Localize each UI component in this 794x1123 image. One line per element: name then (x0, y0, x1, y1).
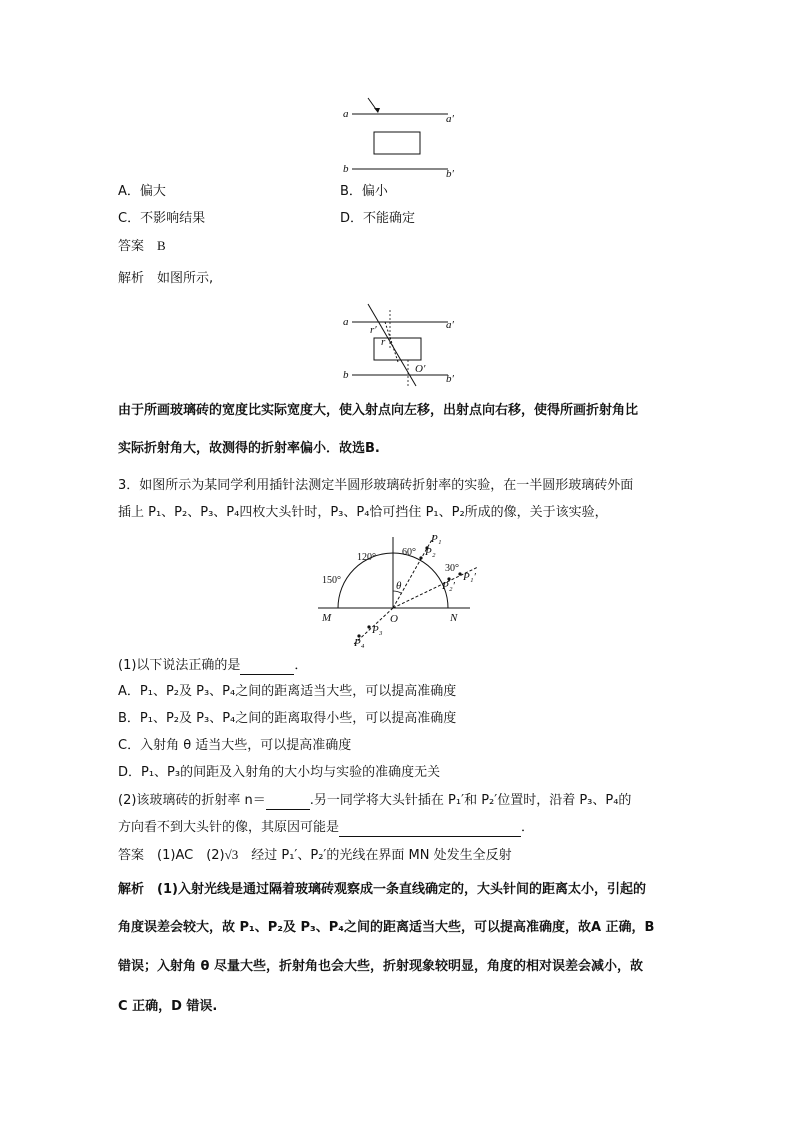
q3-sub2-line-2: 方向看不到大头针的像，其原因可能是 ． (118, 820, 535, 835)
label-r: r (381, 336, 386, 348)
label-60: 60° (402, 547, 416, 558)
figure-glass-block (330, 92, 470, 182)
label-P2: P₂ (425, 546, 436, 558)
label-o-prime: O′ (415, 363, 426, 375)
q3-analysis-line-1: 解析 (1)入射光线是通过隔着玻璃砖观察成一条直线确定的，大头针间的距离太小，引起的 (118, 882, 646, 897)
q3-sub2-line-1: (2)该玻璃砖的折射率 n＝ .另一同学将大头针插在 P₁′和 P₂′位置时，沿着 P₃、P₄的 (118, 793, 632, 808)
label-M: M (322, 612, 332, 624)
label-b: b (343, 369, 349, 381)
q3-option-b: B．P₁、P₂及 P₃、P₄之间的距离取得小些，可以提高准确度 (118, 711, 457, 726)
option-c: C．不影响结果 (118, 211, 206, 226)
label-P4: P₄ (354, 637, 365, 649)
figure-refraction-analysis (330, 300, 470, 390)
q3-analysis-line-4: C 正确，D 错误. (118, 999, 218, 1014)
label-P3: P₃ (372, 624, 383, 636)
q3-sub1: (1)以下说法正确的是 ． (118, 658, 308, 673)
answer-q3: 答案 (1)AC (2)√3 经过 P₁′、P₂′的光线在界面 MN 处发生全反射 (118, 847, 512, 863)
label-a: a (343, 108, 349, 120)
label-b: b (343, 163, 349, 175)
label-a: a (343, 316, 349, 328)
label-theta: θ (396, 580, 402, 592)
q3-option-a: A．P₁、P₂及 P₃、P₄之间的距离适当大些，可以提高准确度 (118, 684, 457, 699)
figure-semicircle-glass (310, 525, 490, 650)
label-r-prime: r′ (370, 324, 377, 336)
label-150: 150° (322, 575, 341, 586)
answer-blank-1 (240, 658, 294, 675)
q3-analysis-line-2: 角度误差会较大，故 P₁、P₂及 P₃、P₄之间的距离适当大些，可以提高准确度，故A 正确，B (118, 920, 655, 935)
option-a: A．偏大 (118, 184, 166, 199)
option-d: D．不能确定 (340, 211, 416, 226)
label-P1: P₁ (431, 533, 442, 545)
label-a-prime: a′ (446, 319, 454, 331)
analysis-line-1: 由于所画玻璃砖的宽度比实际宽度大，使入射点向左移，出射点向右移，使得所画折射角比 (118, 403, 639, 418)
answer-q2: 答案 B (118, 238, 166, 254)
label-120: 120° (357, 552, 376, 563)
option-b: B．偏小 (340, 184, 388, 199)
q3-stem-line-2: 插上 P₁、P₂、P₃、P₄四枚大头针时，P₃、P₄恰可挡住 P₁、P₂所成的像，关于该实验， (118, 505, 608, 520)
label-N: N (450, 612, 458, 624)
label-30: 30° (445, 563, 459, 574)
q3-stem-line-1: 3．如图所示为某同学利用插针法测定半圆形玻璃砖折射率的实验，在一半圆形玻璃砖外面 (118, 478, 634, 493)
analysis-line-2: 实际折射角大，故测得的折射率偏小．故选B. (118, 441, 380, 456)
answer-blank-3 (339, 820, 521, 837)
label-P1-prime: P₁′ (463, 571, 476, 583)
label-O: O (390, 613, 398, 625)
label-P2-prime: P₂′ (442, 580, 455, 592)
label-b-prime: b′ (446, 373, 454, 385)
answer-blank-2 (266, 793, 310, 810)
q3-option-d: D．P₁、P₃的间距及入射角的大小均与实验的准确度无关 (118, 765, 441, 780)
q3-option-c: C．入射角 θ 适当大些，可以提高准确度 (118, 738, 352, 753)
label-a-prime: a′ (446, 113, 454, 125)
q3-analysis-line-3: 错误；入射角 θ 尽量大些，折射角也会大些，折射现象较明显，角度的相对误差会减小，故 (118, 959, 643, 974)
analysis-intro: 解析 如图所示, (118, 271, 214, 286)
label-b-prime: b′ (446, 168, 454, 180)
